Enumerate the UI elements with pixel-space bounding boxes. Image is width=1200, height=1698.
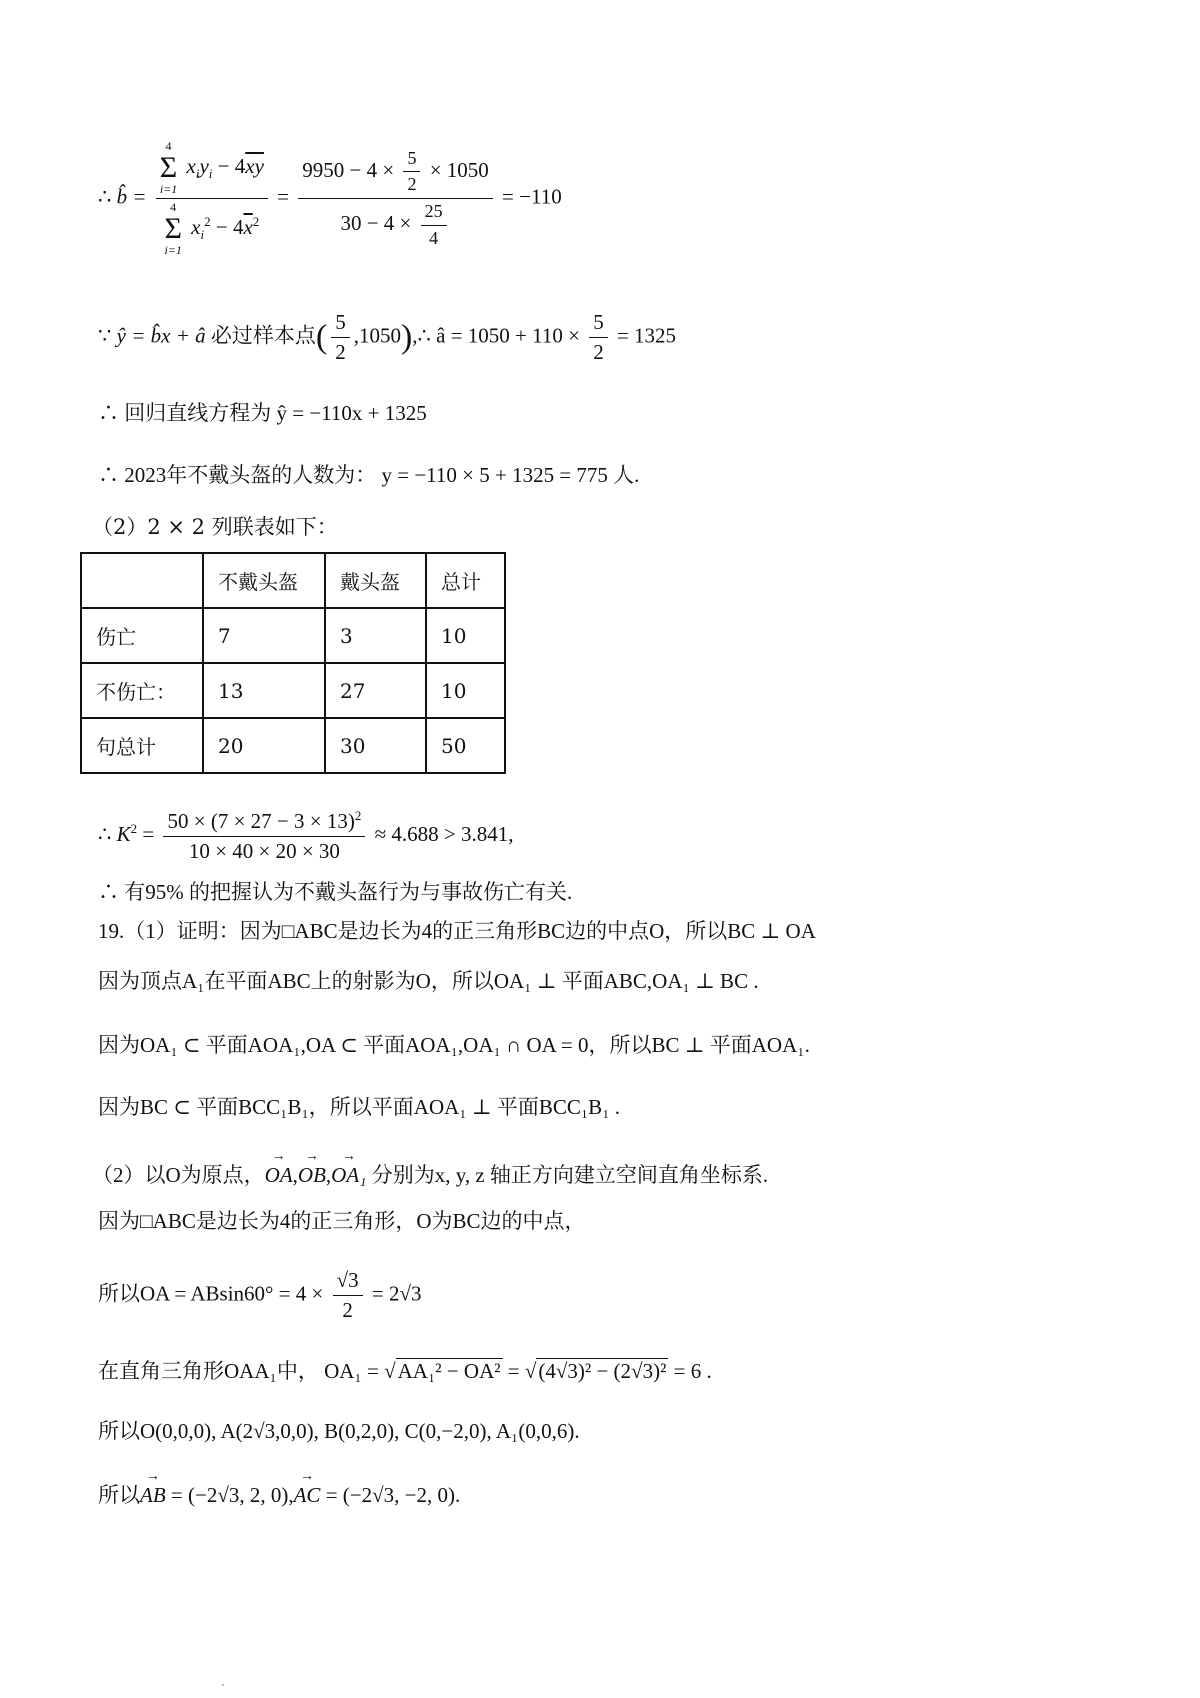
table-row	[81, 608, 505, 663]
table-cell: 13	[203, 663, 325, 718]
sub-i: i	[195, 166, 200, 181]
values-denominator	[336, 199, 454, 249]
sum-lower: i=1	[159, 182, 178, 196]
sum-lower: i=1	[164, 243, 182, 257]
xy-bar: $\overline{xy}$	[245, 153, 264, 178]
oa1-left: 在直角三角形OAA₁中， OA₁ =	[98, 1359, 385, 1383]
page-dot	[222, 1684, 224, 1686]
table-cell: 10	[426, 608, 505, 663]
vec-prefix: 所以	[98, 1483, 140, 1507]
equals: =	[502, 1359, 525, 1383]
point-fraction	[331, 310, 350, 365]
k-symbol: K	[116, 822, 131, 846]
paren-close: )	[400, 318, 413, 356]
frac-num: 5	[589, 310, 608, 338]
vector-ac-value: = (−2√3, −2, 0).	[320, 1483, 461, 1507]
p19-line3: 因为OA₁ ⊂ 平面AOA₁,OA ⊂ 平面AOA₁,OA₁ ∩ OA = 0，所以BC ⊥ 平面AOA₁.	[98, 1033, 810, 1057]
intro-text: （2）以O为原点，	[92, 1163, 265, 1187]
part2-intro: （2）2 × 2 列联表如下：	[92, 515, 338, 539]
sub-i: i	[208, 166, 213, 181]
b-hat-denominator	[160, 199, 263, 257]
therefore-symbol: ∴	[98, 822, 112, 846]
b-hat-result: = −110	[502, 184, 562, 209]
num-right: × 1050	[429, 157, 489, 182]
sigma: Σ	[159, 151, 178, 184]
oa-right: = 2√3	[371, 1281, 422, 1306]
equals: =	[142, 822, 155, 846]
intro-text-b: 分别为x, y, z 轴正方向建立空间直角坐标系.	[366, 1163, 769, 1187]
small-den: 2	[407, 174, 417, 195]
b-hat-fraction	[156, 140, 268, 257]
sup-2: 2	[130, 821, 138, 836]
conclusion-line: ∴ 有95% 的把握认为不戴头盔行为与事故伤亡有关.	[98, 880, 573, 904]
table-header-row	[81, 553, 505, 608]
contingency-table	[80, 552, 506, 774]
sup-2: 2	[252, 213, 260, 229]
oa1-result: = 6 .	[668, 1359, 712, 1383]
vectors-line	[98, 1480, 460, 1510]
table-cell: 50	[426, 718, 505, 773]
vector-oa: → OA	[265, 1160, 293, 1190]
table-row	[81, 718, 505, 773]
k-squared-result: ≈ 4.688 > 3.841,	[374, 822, 514, 846]
small-fraction	[403, 148, 420, 196]
frac-den: 2	[342, 1298, 353, 1323]
oa-length-line	[98, 1268, 422, 1323]
minus-four: − 4	[212, 153, 246, 178]
b-hat-values-fraction	[298, 148, 493, 249]
because-symbol: ∵	[98, 323, 112, 348]
a-hat-result: = 1325	[616, 323, 677, 348]
table-cell: 20	[203, 718, 325, 773]
sum-symbol	[164, 201, 181, 257]
p19-line4: 因为BC ⊂ 平面BCC₁B₁，所以平面AOA₁ ⊥ 平面BCC₁B₁ .	[98, 1095, 621, 1119]
sub-i: i	[200, 227, 205, 242]
regression-form: ŷ = b̂x + â	[116, 323, 206, 348]
table-cell: 3	[325, 608, 426, 663]
sqrt-expr-1: AA₁² − OA²	[397, 1359, 501, 1383]
vector-ab-value: = (−2√3, 2, 0),	[165, 1483, 294, 1507]
therefore-symbol: ∴	[98, 184, 112, 209]
b-hat-lhs: b̂ =	[116, 184, 147, 209]
sup-2: 2	[204, 213, 211, 229]
p19-line2: 因为顶点A₁在平面ABC上的射影为O，所以OA₁ ⊥ 平面ABC,OA₁ ⊥ BC .	[98, 969, 759, 993]
sum-upper: 4	[165, 139, 172, 153]
vector-ac: → AC	[294, 1480, 321, 1510]
p19-part2-intro: （2）以O为原点，→ OA,→ OB,→ OA₁ 分别为x, y, z 轴正方向建立空间直角坐标系.	[92, 1160, 768, 1190]
table-cell: 不戴头盔	[203, 553, 325, 608]
table-cell: 30	[325, 718, 426, 773]
a-hat-calc: ,∴ â = 1050 + 110 ×	[412, 323, 580, 348]
table-cell: 10	[426, 663, 505, 718]
k-denominator: 10 × 40 × 20 × 30	[188, 839, 340, 864]
vector-ab: → AB	[140, 1480, 166, 1510]
oa-left: 所以OA = ABsin60° = 4 ×	[98, 1281, 324, 1306]
sum-upper: 4	[170, 200, 177, 214]
sqrt3-over-2	[333, 1268, 363, 1323]
table-cell: 不伤亡：	[81, 663, 203, 718]
small-num: 25	[421, 201, 447, 226]
equals: =	[277, 184, 290, 209]
frac-den: 2	[335, 340, 346, 365]
table-cell: 句总计	[81, 718, 203, 773]
small-num: 5	[403, 148, 420, 173]
vector-ob: → OB	[298, 1160, 326, 1190]
table-cell: 27	[325, 663, 426, 718]
frac-num: √3	[333, 1268, 363, 1296]
sample-point-text: 必过样本点	[205, 323, 316, 348]
table-cell: 总计	[426, 553, 505, 608]
frac-den: 2	[593, 340, 604, 365]
values-numerator	[298, 148, 493, 199]
vector-oa1: → OA₁	[331, 1160, 366, 1190]
k-num-text: 50 × (7 × 27 − 3 × 13)	[167, 809, 355, 833]
coordinates-line: 所以O(0,0,0), A(2√3,0,0), B(0,2,0), C(0,−2,0), A₁(0,0,6).	[98, 1419, 580, 1443]
num-left: 9950 − 4 ×	[302, 157, 395, 182]
a-hat-fraction	[589, 310, 608, 365]
sqrt-expr-2: (4√3)² − (2√3)²	[538, 1359, 667, 1383]
p19-line1: 19.（1）证明：因为□ABC是边长为4的正三角形BC边的中点O，所以BC ⊥ OA	[98, 919, 816, 943]
table-row	[81, 663, 505, 718]
sigma: Σ	[164, 212, 182, 245]
point-rest: ,1050	[353, 323, 401, 348]
regression-equation: ∴ 回归直线方程为 ŷ = −110x + 1325	[98, 401, 427, 425]
prediction-line: ∴ 2023年不戴头盔的人数为： y = −110 × 5 + 1325 = 775 人.	[98, 463, 640, 487]
minus-four: − 4	[210, 214, 244, 239]
y-term: y	[199, 153, 209, 178]
sum-symbol	[160, 140, 177, 196]
b-hat-numerator	[156, 140, 268, 199]
table-cell: 7	[203, 608, 325, 663]
x-bar: $\overline{x}$	[243, 214, 253, 239]
p19-part2-line2: 因为□ABC是边长为4的正三角形，O为BC边的中点，	[98, 1209, 586, 1233]
frac-num: 5	[331, 310, 350, 338]
k-numerator	[163, 808, 365, 837]
small-den: 4	[429, 227, 439, 248]
den-left: 30 − 4 ×	[340, 210, 412, 235]
table-cell	[81, 553, 203, 608]
k-squared-line	[98, 808, 513, 864]
x-term: x	[186, 153, 196, 178]
paren-open: (	[315, 318, 328, 356]
table-cell: 伤亡	[81, 608, 203, 663]
oa1-length-line: 在直角三角形OAA₁中， OA₁ = √AA₁² − OA² = √(4√3)² − (2√3)² = 6 .	[98, 1359, 712, 1383]
k-squared-fraction	[163, 808, 365, 864]
x-term: x	[191, 214, 201, 239]
sup-2: 2	[354, 808, 362, 823]
table-cell: 戴头盔	[325, 553, 426, 608]
small-fraction	[421, 201, 447, 249]
b-hat-formula	[98, 140, 562, 257]
a-hat-line	[98, 310, 676, 365]
